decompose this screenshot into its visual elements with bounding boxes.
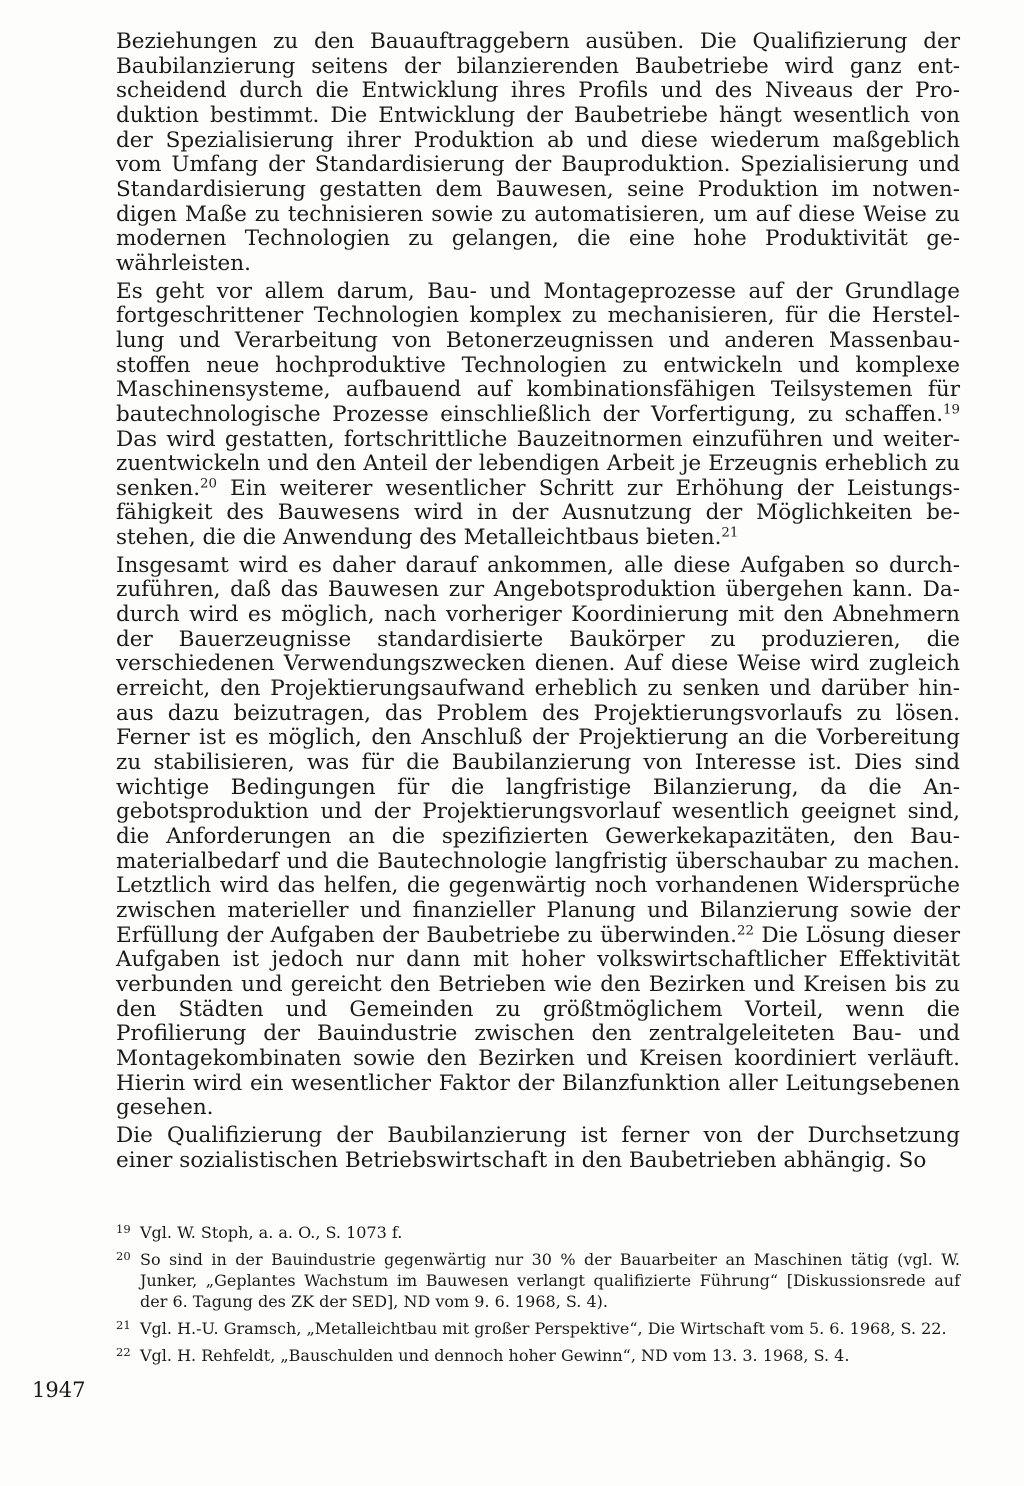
footnote-reference: 19 — [943, 402, 960, 418]
footnotes — [116, 1222, 960, 1372]
paragraph — [116, 1124, 960, 1173]
footnote-reference: 20 — [200, 476, 218, 492]
footnote — [116, 1249, 960, 1312]
page-number: 1947 — [32, 1378, 86, 1402]
text-run: Beziehungen zu den Bauauftraggebern ausüben. Die Qualifizierung der Baubilanzierung seitens der bilanzierenden Baubetriebe wird ganz entscheidend durch die Entwicklung ihres Profils und des Niveaus der Produktion bestimmt. Die Entwicklung der Baubetriebe hängt wesentlich von der Spezialisierung ihrer Produktion ab und diese wiederum maßgeblich vom Umfang der Standardisierung der Bauproduktion. Spezialisierung und Standardisierung gestatten dem Bauwesen, seine Produktion im notwendigen Maße zu technisieren sowie zu automatisieren, um auf diese Weise zu modernen Technologien zu gelangen, die eine hohe Produktivität gewährleisten. — [116, 29, 960, 276]
paragraph — [116, 30, 960, 277]
text-run: Insgesamt wird es daher darauf ankommen, alle diese Aufgaben so durchzuführen, daß das Bauwesen zur Angebotsproduktion übergehen kann. Dadurch wird es möglich, nach vorheriger Koordinierung mit den Abnehmern der Bauerzeugnisse standardisierte Baukörper zu produzieren, die verschiedenen Verwendungszwecken dienen. Auf diese Weise wird zugleich erreicht, den Projektierungsaufwand erheblich zu senken und darüber hinaus dazu beizutragen, das Problem des Projektierungsvorlaufs zu lösen. Ferner ist es möglich, den Anschluß der Projektierung an die Vorbereitung zu stabilisieren, was für die Baubilanzierung von Interesse ist. Dies sind wichtige Bedingungen für die langfristige Bilanzierung, da die Angebotsproduktion und der Projektierungsvorlauf wesentlich geeignet sind, die Anforderungen an die spezifizierten Gewerkekapazitäten, den Baumaterialbedarf und die Bautechnologie langfristig überschaubar zu machen. Letztlich wird das helfen, die gegenwärtig noch vorhandenen Widersprüche zwischen materieller und finanzieller Planung und Bilanzierung sowie der Erfüllung der Aufgaben der Baubetriebe zu überwinden. — [116, 552, 960, 948]
footnote-number: 19 — [116, 1222, 131, 1236]
paragraph — [116, 554, 960, 1121]
text-run: Es geht vor allem darum, Bau- und Montageprozesse auf der Grundlage fortgeschrittener Technologien komplex zu mechanisieren, für die Herstellung und Verarbeitung von Betonerzeugnissen und anderen Massenbaustoffen neue hochproduktive Technologien zu entwickeln und komplexe Maschinensysteme, aufbauend auf kombinationsfähigen Teilsystemen für bautechnologische Prozesse einschließlich der Vorfertigung, zu schaffen. — [116, 278, 960, 427]
footnote-text: Vgl. H. Rehfeldt, „Bauschulden und dennoch hoher Gewinn“, ND vom 13. 3. 1968, S. 4. — [140, 1346, 850, 1365]
footnote — [116, 1345, 960, 1366]
text-run: Das wird gestatten, fortschrittliche Bauzeitnormen einzuführen und weiterzuentwickeln und den Anteil der lebendigen Arbeit je Erzeugnis erheblich zu senken. — [116, 426, 960, 501]
footnote — [116, 1318, 960, 1339]
body-text — [116, 30, 960, 1176]
footnote-number: 20 — [116, 1249, 131, 1263]
paragraph — [116, 280, 960, 551]
footnote — [116, 1222, 960, 1243]
footnote-number: 21 — [116, 1318, 131, 1332]
text-run: Die Qualifizierung der Baubilanzierung ist ferner von der Durchsetzung einer sozialistischen Betriebswirtschaft in den Baubetrieben abhängig. So — [116, 1122, 960, 1173]
footnote-text: Vgl. W. Stoph, a. a. O., S. 1073 f. — [140, 1223, 403, 1242]
footnote-reference: 22 — [736, 923, 754, 939]
footnote-reference: 21 — [721, 525, 739, 541]
footnote-text: So sind in der Bauindustrie gegenwärtig nur 30 % der Bauarbeiter an Maschinen tätig (vgl. W. Junker, „Geplantes Wachstum im Bauwesen verlangt qualifizierte Führung“ [Diskussionsrede auf der 6. Tagung des ZK der SED], ND vom 9. 6. 1968, S. 4). — [140, 1250, 960, 1311]
footnote-number: 22 — [116, 1345, 131, 1359]
text-run: Ein weiterer wesentlicher Schritt zur Erhöhung der Leistungsfähigkeit des Bauwesens wird in der Ausnutzung der Möglichkeiten bestehen, die die Anwendung des Metalleichtbaus bieten. — [116, 475, 960, 551]
text-run: Die Lösung dieser Aufgaben ist jedoch nur dann mit hoher volkswirtschaftlicher Effektivität verbunden und gereicht den Betrieben wie den Bezirken und Kreisen bis zu den Städten und Gemeinden zu größtmöglichem Vorteil, wenn die Profilierung der Bauindustrie zwischen den zentralgeleiteten Bau- und Montagekombinaten sowie den Bezirken und Kreisen koordiniert verläuft. Hierin wird ein wesentlicher Faktor der Bilanzfunktion aller Leitungsebenen gesehen. — [116, 922, 960, 1121]
footnote-text: Vgl. H.-U. Gramsch, „Metalleichtbau mit großer Perspektive“, Die Wirtschaft vom 5. 6. 1968, S. 22. — [140, 1319, 947, 1338]
